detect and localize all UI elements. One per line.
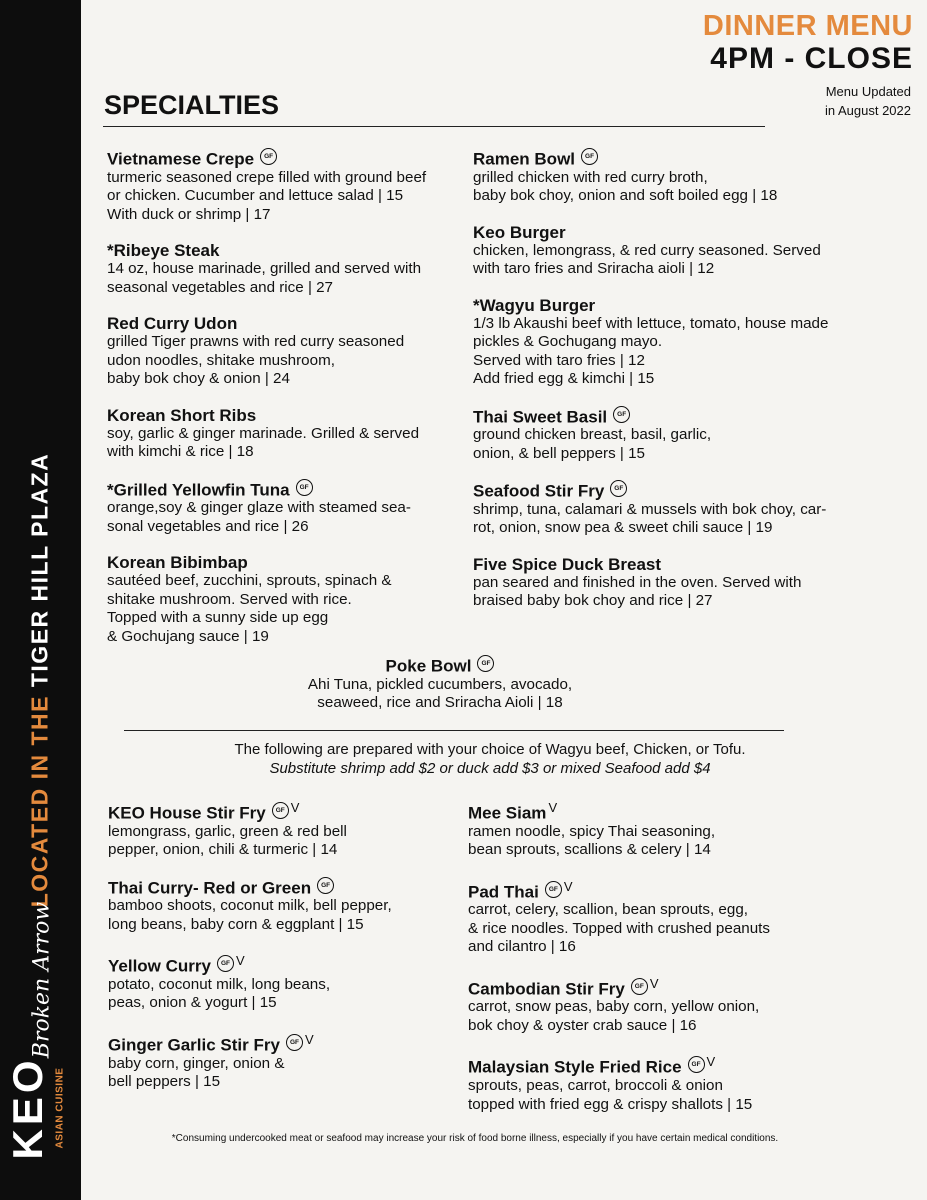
gluten-free-icon: GF: [317, 877, 334, 894]
section-divider: [103, 126, 765, 127]
choice-note-line-1: The following are prepared with your choice of Wagyu beef, Chicken, or Tofu.: [234, 741, 746, 758]
menu-item-name: [108, 951, 463, 976]
menu-item-description: potato, coconut milk, long beans, peas, onion & yogurt | 15: [108, 975, 331, 1012]
menu-item-vietnamese-crepe: [107, 148, 467, 224]
location-place: TIGER HILL PLAZA: [26, 452, 53, 688]
menu-item-thai-sweet-basil: [473, 406, 883, 464]
sidebar: [0, 0, 81, 1200]
footer-disclaimer: *Consuming undercooked meat or seafood may increase your risk of food borne illness, especially if you have certain medical conditions.: [171, 1133, 779, 1144]
gluten-free-icon: GF: [296, 479, 313, 496]
gluten-free-icon: GF: [610, 480, 627, 497]
section-title-specialties: SPECIALTIES: [104, 90, 280, 120]
menu-item-name: [108, 1030, 463, 1055]
gluten-free-icon: GF: [688, 1056, 705, 1073]
menu-item-pad-thai: [468, 877, 848, 957]
section-divider-2: [124, 730, 784, 731]
menu-item-seafood-stir-fry: [473, 480, 883, 538]
gluten-free-icon: GF: [613, 406, 630, 423]
menu-item-wagyu-burger: [473, 296, 883, 389]
broken-arrow-script: Broken Arrow: [29, 901, 55, 1059]
specialties-left-column: [107, 148, 467, 663]
item-name-text: Poke Bowl: [385, 656, 472, 676]
menu-item-name: [108, 798, 463, 823]
menu-item-name: [108, 877, 463, 898]
menu-item-grilled-yellowfin-tuna: [107, 479, 467, 537]
vegetarian-icon: V: [304, 1031, 314, 1047]
vegetarian-icon: V: [706, 1054, 716, 1070]
menu-item-description: pan seared and finished in the oven. Served with braised baby bok choy and rice | 27: [473, 573, 802, 610]
menu-title: DINNER MENU: [702, 10, 913, 42]
updated-line-1: Menu Updated: [825, 84, 911, 99]
menu-item-five-spice-duck-breast: [473, 555, 883, 611]
vegetarian-icon: V: [235, 953, 245, 969]
menu-item-description: ramen noodle, spicy Thai seasoning, bean sprouts, scallions & celery | 14: [468, 822, 716, 859]
menu-item-description: chicken, lemongrass, & red curry seasoned. Served with taro fries and Sriracha aioli | 12: [473, 241, 821, 278]
item-name-text: Vietnamese Crepe: [107, 149, 255, 169]
stirfry-right-column: [468, 798, 848, 1131]
location-banner: [27, 453, 54, 908]
menu-item-description: sprouts, peas, carrot, broccoli & onion topped with fried egg & crispy shallots | 15: [468, 1077, 753, 1113]
gluten-free-icon: GF: [272, 802, 289, 819]
menu-item-name: [473, 480, 883, 501]
menu-item-poke-bowl: [200, 655, 680, 713]
menu-item-description: Ahi Tuna, pickled cucumbers, avocado, seaweed, rice and Sriracha Aioli | 18: [307, 675, 573, 712]
menu-item-name: [473, 406, 883, 427]
menu-item-name: [473, 223, 883, 242]
menu-item-description: turmeric seasoned crepe filled with ground beef or chicken. Cucumber and lettuce salad | 15 With duck or shrimp | 17: [107, 168, 427, 223]
menu-item-name: [468, 877, 848, 902]
location-prefix: LOCATED IN THE: [26, 695, 53, 908]
item-name-text: Yellow Curry: [108, 956, 211, 976]
gluten-free-icon: GF: [217, 955, 234, 972]
vegetarian-icon: V: [548, 800, 558, 815]
menu-item-description: sautéed beef, zucchini, sprouts, spinach & shitake mushroom. Served with rice. Topped with a sunny side up egg & Gochujang sauce | 19: [107, 572, 392, 645]
gluten-free-icon: GF: [286, 1034, 303, 1051]
menu-hours: 4PM - CLOSE: [710, 42, 913, 75]
poke-bowl-block: [200, 655, 680, 730]
menu-item-malaysian-style-fried-rice: [468, 1052, 848, 1114]
menu-item-name: [468, 798, 848, 823]
menu-item-name: [473, 296, 883, 315]
menu-item-name: [107, 406, 467, 425]
menu-item-name: [468, 974, 848, 999]
menu-item-description: lemongrass, garlic, green & red bell pepper, onion, chili & turmeric | 14: [108, 822, 347, 859]
item-name-text: Pad Thai: [468, 882, 539, 902]
menu-item-name: [107, 314, 467, 333]
menu-item-ribeye-steak: [107, 241, 467, 297]
choice-note-line-2: Substitute shrimp add $2 or duck add $3 or mixed Seafood add $4: [269, 760, 711, 777]
vegetarian-icon: V: [290, 800, 300, 815]
item-name-text: Korean Bibimbap: [107, 553, 248, 573]
menu-item-cambodian-stir-fry: [468, 974, 848, 1036]
item-name-text: Five Spice Duck Breast: [473, 554, 662, 574]
menu-item-name: [107, 241, 467, 260]
menu-item-description: shrimp, tuna, calamari & mussels with bok choy, car- rot, onion, snow pea & sweet chili sauce | 19: [473, 500, 827, 537]
item-name-text: Thai Sweet Basil: [473, 407, 608, 427]
menu-item-description: ground chicken breast, basil, garlic, onion, & bell peppers | 15: [473, 426, 712, 462]
item-name-text: Cambodian Stir Fry: [468, 979, 625, 999]
menu-item-keo-burger: [473, 223, 883, 279]
specialties-right-column: [473, 148, 883, 628]
choice-note: [120, 740, 860, 778]
item-name-text: *Wagyu Burger: [473, 295, 596, 315]
gluten-free-icon: GF: [477, 655, 494, 672]
menu-item-ramen-bowl: [473, 148, 883, 206]
keo-logo: KEO: [4, 1056, 51, 1160]
vegetarian-icon: V: [563, 878, 573, 894]
item-name-text: KEO House Stir Fry: [108, 803, 266, 823]
item-name-text: Ginger Garlic Stir Fry: [108, 1035, 280, 1055]
item-name-text: Korean Short Ribs: [107, 405, 257, 425]
item-name-text: Mee Siam: [468, 803, 547, 823]
menu-item-name: [107, 148, 467, 169]
menu-updated: [825, 82, 911, 120]
menu-item-name: [468, 1052, 848, 1077]
menu-item-red-curry-udon: [107, 314, 467, 389]
gluten-free-icon: GF: [581, 148, 598, 165]
menu-item-description: carrot, snow peas, baby corn, yellow onion, bok choy & oyster crab sauce | 16: [468, 998, 760, 1034]
menu-item-name: [473, 148, 883, 169]
item-name-text: Malaysian Style Fried Rice: [468, 1058, 682, 1078]
menu-item-name: [107, 553, 467, 572]
gluten-free-icon: GF: [545, 881, 562, 898]
menu-item-description: bamboo shoots, coconut milk, bell pepper, long beans, baby corn & eggplant | 15: [108, 897, 392, 933]
menu-item-yellow-curry: [108, 951, 463, 1013]
menu-item-ginger-garlic-stir-fry: [108, 1030, 463, 1092]
menu-item-description: baby corn, ginger, onion & bell peppers | 15: [108, 1054, 285, 1091]
menu-item-korean-bibimbap: [107, 553, 467, 646]
menu-item-keo-house-stir-fry: [108, 798, 463, 860]
menu-item-description: grilled chicken with red curry broth, baby bok choy, onion and soft boiled egg | 18: [473, 168, 778, 205]
menu-item-description: grilled Tiger prawns with red curry seasoned udon noodles, shitake mushroom, baby bok choy & onion | 24: [107, 333, 405, 388]
item-name-text: Keo Burger: [473, 222, 566, 242]
cuisine-label: ASIAN CUISINE: [54, 1067, 66, 1149]
menu-item-thai-curry-red-or-green: [108, 877, 463, 935]
menu-item-name: [473, 555, 883, 574]
gluten-free-icon: GF: [631, 978, 648, 995]
item-name-text: Red Curry Udon: [107, 314, 238, 334]
updated-line-2: in August 2022: [824, 103, 911, 118]
item-name-text: *Ribeye Steak: [107, 241, 220, 261]
menu-item-description: 1/3 lb Akaushi beef with lettuce, tomato, house made pickles & Gochugang mayo. Served with taro fries | 12 Add fried egg & kimchi | 15: [473, 314, 829, 388]
menu-item-korean-short-ribs: [107, 406, 467, 462]
item-name-text: *Grilled Yellowfin Tuna: [107, 480, 290, 500]
vegetarian-icon: V: [649, 975, 659, 991]
gluten-free-icon: GF: [260, 148, 277, 165]
menu-item-mee-siam: [468, 798, 848, 860]
item-name-text: Thai Curry- Red or Green: [108, 878, 312, 898]
menu-item-description: carrot, celery, scallion, bean sprouts, egg, & rice noodles. Topped with crushed peanuts and cilantro | 16: [468, 901, 770, 956]
item-name-text: Seafood Stir Fry: [473, 481, 605, 501]
menu-item-name: [107, 479, 467, 500]
stirfry-left-column: [108, 798, 463, 1109]
menu-item-description: 14 oz, house marinade, grilled and served with seasonal vegetables and rice | 27: [107, 260, 422, 296]
item-name-text: Ramen Bowl: [473, 149, 576, 169]
menu-item-description: orange,soy & ginger glaze with steamed sea- sonal vegetables and rice | 26: [107, 499, 411, 535]
menu-item-name: [200, 655, 680, 676]
menu-item-description: soy, garlic & ginger marinade. Grilled & served with kimchi & rice | 18: [107, 424, 420, 461]
